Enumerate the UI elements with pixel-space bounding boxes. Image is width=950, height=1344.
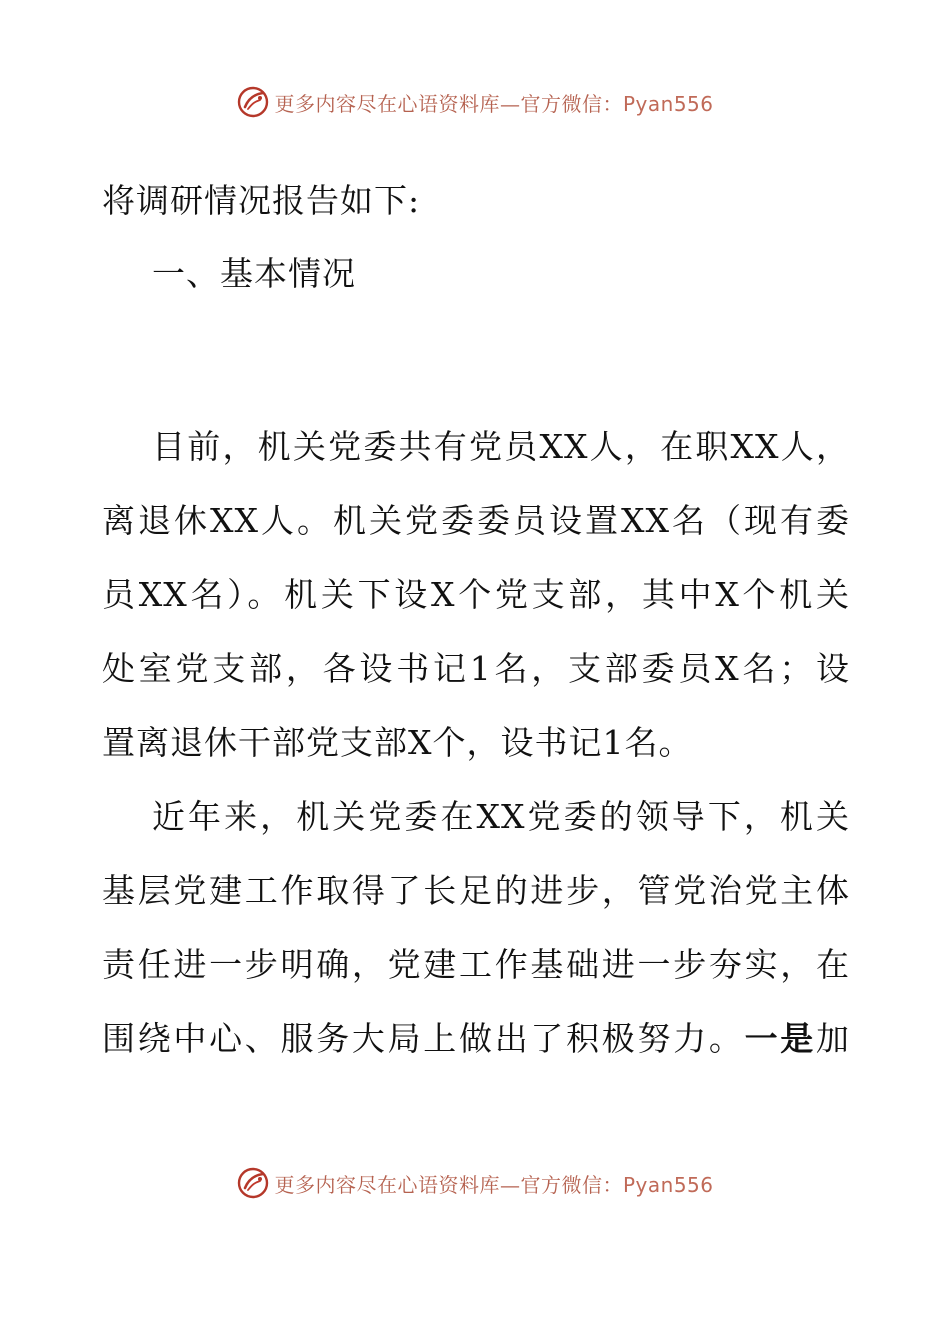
watermark-text: 更多内容尽在心语资料库—官方微信：Pyan556 <box>274 1172 714 1197</box>
paragraph-basic-info <box>102 410 850 780</box>
paragraph-line-final <box>102 1002 850 1076</box>
intro-line: 将调研情况报告如下: <box>102 181 421 220</box>
brush-logo-icon <box>236 85 270 119</box>
paragraph-line: 员XX名）。机关下设X个党支部，其中X个机关 <box>102 575 850 614</box>
brush-logo-icon <box>236 1166 270 1200</box>
paragraph-line: 置离退休干部党支部X个，设书记1名。 <box>102 723 693 762</box>
paragraph-line: 处室党支部，各设书记1名，支部委员X名；设 <box>102 649 850 688</box>
emphasis-text: 一是 <box>744 1019 817 1058</box>
paragraph-text: 围绕中心、服务大局上做出了积极努力。 <box>102 1019 745 1058</box>
watermark-banner-bottom <box>0 1163 950 1203</box>
paragraph-text: 加 <box>816 1019 851 1058</box>
document-body <box>102 164 850 1076</box>
section-heading: 一、基本情况 <box>152 254 356 293</box>
paragraph-line: 责任进一步明确，党建工作基础进一步夯实，在 <box>102 945 850 984</box>
paragraph-line: 目前，机关党委共有党员XX人，在职XX人， <box>152 427 850 466</box>
paragraph-line: 基层党建工作取得了长足的进步，管党治党主体 <box>102 871 850 910</box>
paragraph-line: 近年来，机关党委在XX党委的领导下，机关 <box>152 797 850 836</box>
watermark-banner-top <box>0 82 950 122</box>
paragraph-line: 离退休XX人。机关党委委员设置XX名（现有委 <box>102 501 850 540</box>
paragraph-progress <box>102 780 850 1076</box>
watermark-text: 更多内容尽在心语资料库—官方微信：Pyan556 <box>274 91 714 116</box>
